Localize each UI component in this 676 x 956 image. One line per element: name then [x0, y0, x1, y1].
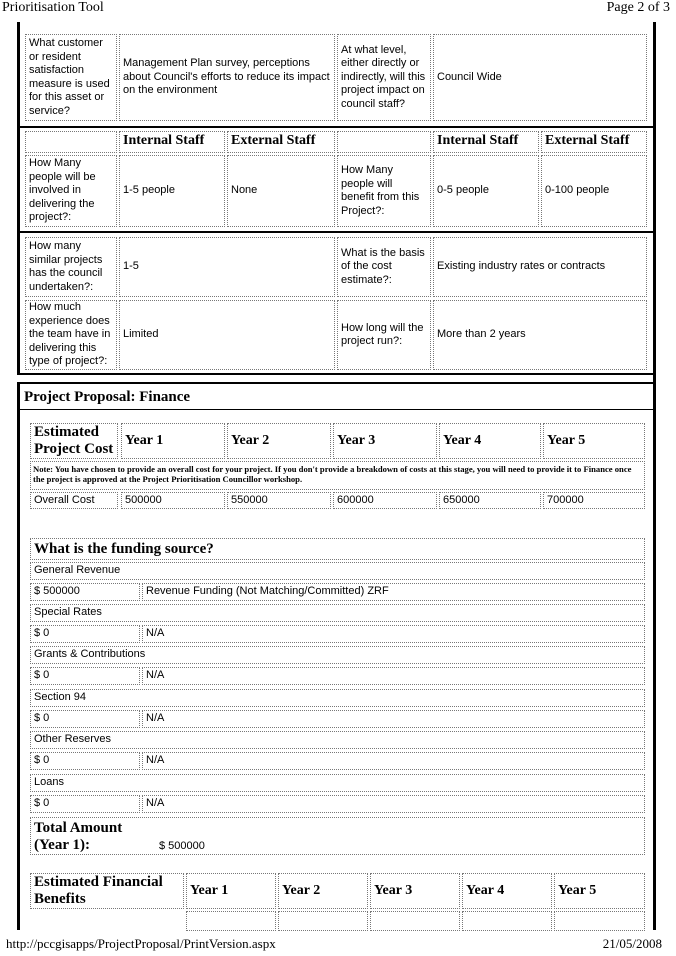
similar-projects-answer: 1-5 — [119, 237, 335, 297]
project-duration-question: How long will the project run?: — [337, 300, 431, 370]
funding-source-amount: $ 0 — [30, 667, 140, 685]
overall-cost-value: 700000 — [543, 492, 645, 509]
people-involved-internal: 1-5 people — [119, 155, 225, 227]
page-number: Page 2 of 3 — [606, 0, 670, 15]
cost-year-header: Year 1 — [121, 423, 225, 459]
benefit-year-header: Year 2 — [278, 873, 368, 909]
funding-source-description: N/A — [142, 795, 645, 813]
people-benefit-question: How Many people will benefit from this Project?: — [337, 155, 431, 227]
team-experience-question: How much experience does the team have in delivering this type of project?: — [25, 300, 117, 370]
funding-source-description: N/A — [142, 625, 645, 643]
team-experience-answer: Limited — [119, 300, 335, 370]
financial-benefits-label: Estimated Financial Benefits — [30, 873, 184, 909]
overall-cost-value: 600000 — [333, 492, 437, 509]
finance-note: Note: You have chosen to provide an overall cost for your project. If you don't provide a breakdown of costs at this stage, you will need to provide it to Finance once the project is approved at the Project Prioritisation Councillor workshop. — [30, 461, 645, 490]
total-amount-year-label: (Year 1): — [34, 837, 90, 853]
benefit-value-cell — [554, 911, 645, 931]
funding-source-description: N/A — [142, 752, 645, 770]
people-involved-external: None — [227, 155, 335, 227]
funding-source-name: Section 94 — [30, 689, 645, 707]
benefit-year-header: Year 1 — [186, 873, 276, 909]
people-benefit-external: 0-100 people — [541, 155, 647, 227]
funding-source-name: Other Reserves — [30, 731, 645, 749]
cost-year-header: Year 3 — [333, 423, 437, 459]
funding-source-name: Loans — [30, 774, 645, 792]
total-amount — [30, 817, 645, 855]
benefit-value-cell — [278, 911, 368, 931]
people-involved-question: How Many people will be involved in delivering the project?: — [25, 155, 117, 227]
funding-source-amount: $ 0 — [30, 795, 140, 813]
staff-header-blank — [25, 131, 117, 153]
cost-basis-question: What is the basis of the cost estimate?: — [337, 237, 431, 297]
benefit-year-header: Year 3 — [370, 873, 460, 909]
internal-staff-header: Internal Staff — [119, 131, 225, 153]
page-header — [0, 0, 676, 18]
frame-left-border — [17, 382, 20, 930]
satisfaction-answer: Management Plan survey, perceptions about Council's efforts to reduce its impact on the environment — [119, 34, 335, 121]
benefit-year-header: Year 4 — [462, 873, 552, 909]
staff-impact-question: At what level, either directly or indirectly, will this project impact on council staff? — [337, 34, 431, 121]
cost-year-header: Year 2 — [227, 423, 331, 459]
funding-source-name: Grants & Contributions — [30, 646, 645, 664]
funding-source-name: Special Rates — [30, 604, 645, 622]
funding-source-amount: $ 0 — [30, 625, 140, 643]
total-amount-label: Total Amount — [34, 820, 123, 836]
finance-section-title: Project Proposal: Finance — [20, 386, 653, 410]
total-amount-value: $ 500000 — [159, 840, 205, 852]
project-duration-answer: More than 2 years — [433, 300, 647, 370]
frame-right-border — [653, 22, 656, 930]
overall-cost-value: 500000 — [121, 492, 225, 509]
overall-cost-label: Overall Cost — [30, 492, 118, 509]
funding-source-description: N/A — [142, 710, 645, 728]
people-benefit-internal: 0-5 people — [433, 155, 539, 227]
external-staff-header: External Staff — [541, 131, 647, 153]
frame-divider — [17, 231, 656, 233]
funding-source-description: Revenue Funding (Not Matching/Committed) ZRF — [142, 583, 645, 601]
internal-staff-header: Internal Staff — [433, 131, 539, 153]
benefit-value-cell — [462, 911, 552, 931]
estimated-cost-label: Estimated Project Cost — [30, 423, 118, 459]
frame-divider — [17, 373, 656, 375]
funding-source-title: What is the funding source? — [30, 538, 645, 560]
overall-cost-value: 550000 — [227, 492, 331, 509]
benefit-value-cell — [370, 911, 460, 931]
frame-divider — [17, 382, 656, 384]
print-date: 21/05/2008 — [602, 936, 662, 951]
staff-impact-answer: Council Wide — [433, 34, 647, 121]
staff-header-blank — [337, 131, 431, 153]
page-header-title: Prioritisation Tool — [2, 0, 104, 15]
similar-projects-question: How many similar projects has the council undertaken?: — [25, 237, 117, 297]
funding-source-amount: $ 500000 — [30, 583, 140, 601]
cost-basis-answer: Existing industry rates or contracts — [433, 237, 647, 297]
benefit-year-header: Year 5 — [554, 873, 645, 909]
funding-source-name: General Revenue — [30, 562, 645, 580]
page-url: http://pccgisapps/ProjectProposal/PrintVersion.aspx — [6, 936, 276, 951]
frame-divider — [17, 126, 656, 128]
funding-source-amount: $ 0 — [30, 752, 140, 770]
external-staff-header: External Staff — [227, 131, 335, 153]
funding-source-amount: $ 0 — [30, 710, 140, 728]
satisfaction-question: What customer or resident satisfaction measure is used for this asset or service? — [25, 34, 117, 121]
benefit-value-cell — [186, 911, 276, 931]
overall-cost-value: 650000 — [439, 492, 541, 509]
frame-left-border — [17, 22, 20, 374]
cost-year-header: Year 5 — [543, 423, 645, 459]
funding-source-description: N/A — [142, 667, 645, 685]
cost-year-header: Year 4 — [439, 423, 541, 459]
